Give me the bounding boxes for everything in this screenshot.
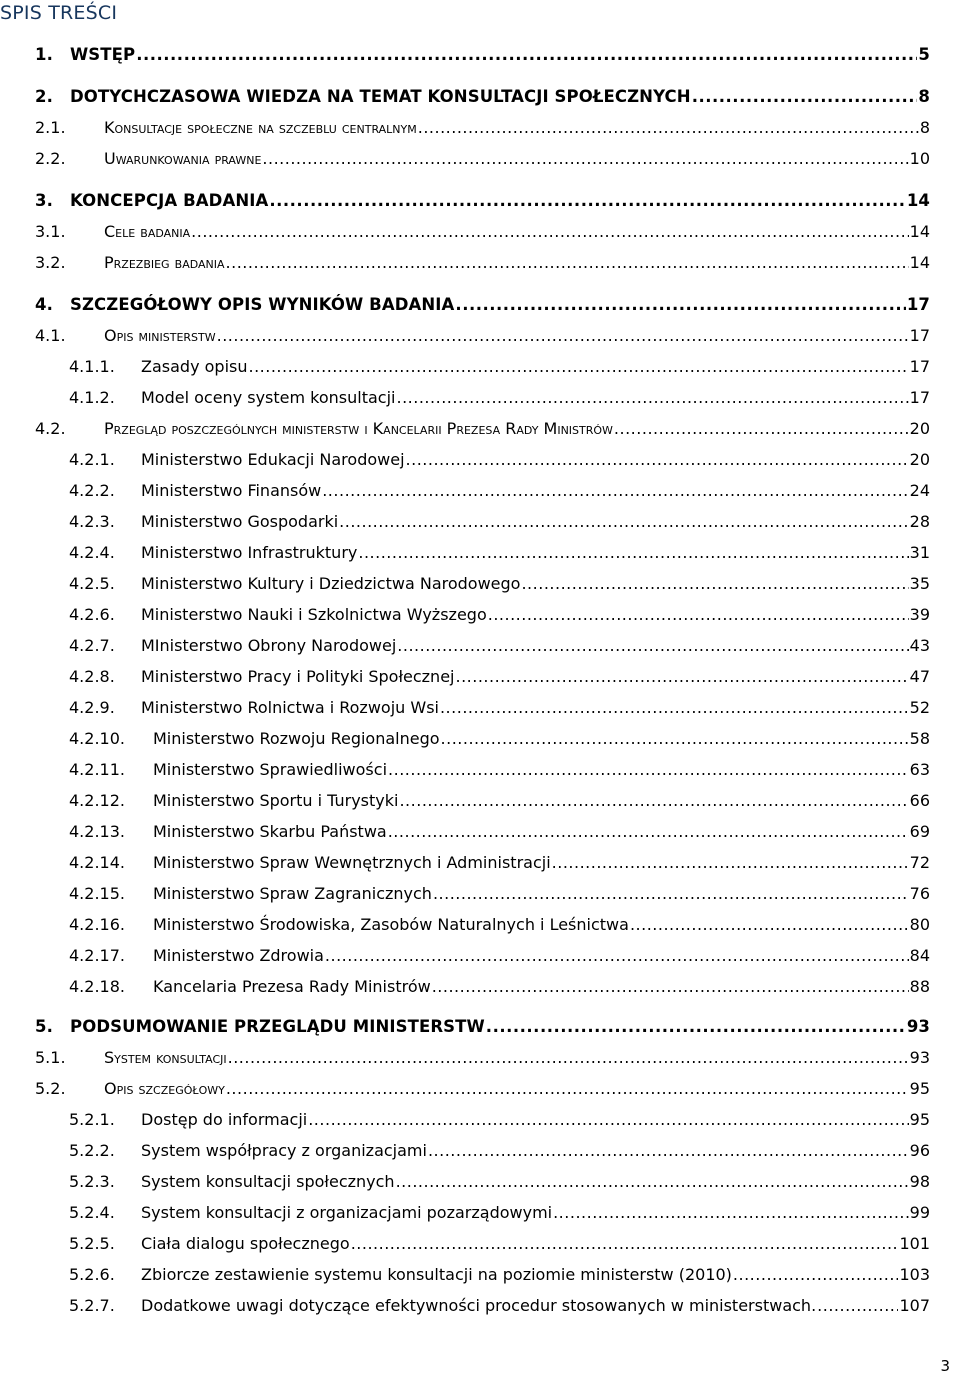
toc-entry[interactable]	[69, 1109, 930, 1131]
toc-entry[interactable]	[35, 325, 930, 347]
toc-entry-title: Ministerstwo Rolnictwa i Rozwoju Wsi	[141, 698, 439, 717]
toc-entry-page: 69	[909, 822, 930, 841]
toc-entry-title: Ministerstwo Pracy i Polityki Społecznej	[141, 667, 455, 686]
toc-entry-page: 103	[899, 1265, 930, 1284]
toc-entry-title: SZCZEGÓŁOWY OPIS WYNIKÓW BADANIA	[70, 295, 455, 314]
toc-entry-number: 4.2.1.	[69, 450, 115, 469]
toc-entry-page: 14	[906, 191, 930, 210]
toc-entry[interactable]	[69, 542, 930, 564]
toc-entry[interactable]	[35, 221, 930, 243]
toc-entry-title: Przezbieg badania	[104, 253, 225, 272]
toc-dot-leader	[191, 221, 908, 243]
toc-entry[interactable]	[69, 666, 930, 688]
toc-entry-title: Ministerstwo Kultury i Dziedzictwa Narodowego	[141, 574, 521, 593]
toc-dot-leader	[397, 387, 909, 409]
toc-entry-title: Ministerstwo Spraw Zagranicznych	[153, 884, 432, 903]
toc-dot-leader	[486, 1016, 906, 1038]
toc-dot-leader	[733, 1264, 899, 1286]
toc-dot-leader	[521, 573, 908, 595]
toc-dot-leader	[351, 1233, 899, 1255]
toc-entry-title: Zasady opisu	[141, 357, 248, 376]
toc-entry-title: WSTĘP	[70, 45, 136, 64]
toc-entry-number: 4.2.8.	[69, 667, 115, 686]
toc-entry-number: 4.2.2.	[69, 481, 115, 500]
toc-entry-page: 80	[909, 915, 930, 934]
toc-dot-leader	[136, 44, 917, 66]
toc-entry-page: 58	[909, 729, 930, 748]
toc-entry[interactable]	[69, 914, 930, 936]
toc-entry-page: 88	[909, 977, 930, 996]
toc-entry-number: 4.2.13.	[69, 822, 125, 841]
toc-entry[interactable]	[69, 480, 930, 502]
toc-entry[interactable]	[35, 117, 930, 139]
toc-entry-page: 17	[909, 326, 930, 345]
toc-entry-number: 4.2.3.	[69, 512, 115, 531]
toc-entry[interactable]	[69, 387, 930, 409]
toc-entry-page: 14	[909, 222, 930, 241]
toc-entry[interactable]	[69, 883, 930, 905]
toc-entry[interactable]	[69, 759, 930, 781]
toc-entry-number: 4.2.15.	[69, 884, 125, 903]
toc-entry-title: Ministerstwo Rozwoju Regionalnego	[153, 729, 440, 748]
toc-entry-page: 96	[909, 1141, 930, 1160]
toc-entry[interactable]	[35, 190, 930, 212]
toc-entry-page: 20	[909, 450, 930, 469]
toc-dot-leader	[308, 1109, 908, 1131]
toc-entry-title: DOTYCHCZASOWA WIEDZA NA TEMAT KONSULTACJI SPOŁECZNYCH	[70, 87, 691, 106]
toc-dot-leader	[630, 914, 909, 936]
toc-dot-leader	[217, 325, 909, 347]
toc-entry[interactable]	[69, 852, 930, 874]
toc-entry-number: 5.2.3.	[69, 1172, 115, 1191]
toc-dot-leader	[269, 190, 905, 212]
toc-dot-leader	[440, 697, 909, 719]
toc-entry-number: 2.	[35, 87, 53, 106]
toc-entry-title: Dostęp do informacji	[141, 1110, 308, 1129]
toc-entry-number: 5.2.6.	[69, 1265, 115, 1284]
toc-dot-leader	[418, 117, 919, 139]
toc-entry-page: 99	[909, 1203, 930, 1222]
toc-entry-title: Cele badania	[104, 222, 191, 241]
toc-entry[interactable]	[69, 573, 930, 595]
toc-entry-number: 4.2.17.	[69, 946, 125, 965]
toc-entry[interactable]	[69, 635, 930, 657]
toc-entry[interactable]	[35, 1047, 930, 1069]
toc-entry[interactable]	[69, 976, 930, 998]
toc-entry-title: Ministerstwo Zdrowia	[153, 946, 324, 965]
toc-entry-number: 2.2.	[35, 149, 66, 168]
toc-entry[interactable]	[69, 1264, 930, 1286]
toc-dot-leader	[692, 86, 918, 108]
toc-entry-number: 3.1.	[35, 222, 66, 241]
toc-dot-leader	[432, 976, 909, 998]
toc-dot-leader	[226, 252, 909, 274]
toc-entry[interactable]	[69, 821, 930, 843]
toc-entry[interactable]	[35, 294, 930, 316]
toc-entry-number: 5.2.7.	[69, 1296, 115, 1315]
toc-entry-title: Ministerstwo Środowiska, Zasobów Naturalnych i Leśnictwa	[153, 915, 629, 934]
toc-entry-title: PODSUMOWANIE PRZEGLĄDU MINISTERSTW	[70, 1017, 485, 1036]
toc-entry-title: System konsultacji społecznych	[141, 1172, 395, 1191]
toc-entry-number: 4.2.10.	[69, 729, 125, 748]
toc-entry-number: 2.1.	[35, 118, 66, 137]
toc-entry-number: 4.	[35, 295, 53, 314]
toc-entry[interactable]	[35, 44, 930, 66]
toc-entry-title: Ministerstwo Edukacji Narodowej	[141, 450, 405, 469]
toc-entry-title: Opis szczegółowy	[104, 1079, 225, 1098]
toc-entry-page: 63	[909, 760, 930, 779]
toc-entry-title: Ministerstwo Sprawiedliwości	[153, 760, 388, 779]
toc-entry-title: Ministerstwo Gospodarki	[141, 512, 339, 531]
toc-entry-page: 5	[918, 45, 930, 64]
toc-entry[interactable]	[35, 1016, 930, 1038]
toc-entry-title: Ministerstwo Infrastruktury	[141, 543, 358, 562]
toc-entry-number: 4.2.11.	[69, 760, 125, 779]
toc-entry-title: Opis ministerstw	[104, 326, 216, 345]
toc-entry[interactable]	[69, 728, 930, 750]
toc-entry-title: System konsultacji	[104, 1048, 227, 1067]
toc-entry-page: 101	[899, 1234, 930, 1253]
toc-dot-leader	[322, 480, 908, 502]
toc-entry-number: 4.2.	[35, 419, 66, 438]
toc-dot-leader	[228, 1047, 909, 1069]
toc-entry[interactable]	[69, 449, 930, 471]
toc-entry-number: 5.2.2.	[69, 1141, 115, 1160]
toc-entry[interactable]	[35, 1078, 930, 1100]
toc-entry-title: Zbiorcze zestawienie systemu konsultacji na poziomie ministerstw (2010)	[141, 1265, 732, 1284]
toc-dot-leader	[399, 790, 908, 812]
toc-entry-page: 28	[909, 512, 930, 531]
toc-entry[interactable]	[69, 1233, 930, 1255]
toc-entry-number: 3.2.	[35, 253, 66, 272]
toc-entry[interactable]	[35, 252, 930, 274]
toc-entry[interactable]	[69, 1171, 930, 1193]
toc-entry-title: Konsultacje społeczne na szczeblu centralnym	[104, 118, 417, 137]
toc-dot-leader	[488, 604, 909, 626]
toc-entry-number: 5.1.	[35, 1048, 66, 1067]
toc-dot-leader	[552, 852, 909, 874]
toc-dot-leader	[428, 1140, 909, 1162]
toc-entry-title: Ministerstwo Nauki i Szkolnictwa Wyższego	[141, 605, 487, 624]
toc-entry-number: 5.2.1.	[69, 1110, 115, 1129]
toc-entry[interactable]	[69, 697, 930, 719]
toc-entry-title: Kancelaria Prezesa Rady Ministrów	[153, 977, 431, 996]
toc-dot-leader	[325, 945, 909, 967]
toc-entry-number: 4.2.5.	[69, 574, 115, 593]
toc-entry-number: 5.2.	[35, 1079, 66, 1098]
toc-entry-number: 4.2.12.	[69, 791, 125, 810]
toc-entry-title: MInisterstwo Obrony Narodowej	[141, 636, 397, 655]
toc-dot-leader	[455, 294, 905, 316]
toc-entry-page: 14	[909, 253, 930, 272]
toc-entry-page: 47	[909, 667, 930, 686]
toc-entry[interactable]	[69, 1295, 930, 1317]
toc-entry-page: 17	[909, 357, 930, 376]
toc-dot-leader	[441, 728, 909, 750]
toc-dot-leader	[553, 1202, 909, 1224]
toc-entry-number: 4.2.18.	[69, 977, 125, 996]
toc-entry-number: 4.2.9.	[69, 698, 115, 717]
toc-entry-page: 84	[909, 946, 930, 965]
toc-entry-title: Ministerstwo Sportu i Turystyki	[153, 791, 399, 810]
toc-dot-leader	[397, 635, 908, 657]
toc-dot-leader	[262, 148, 908, 170]
toc-entry[interactable]	[69, 945, 930, 967]
toc-entry-number: 4.2.4.	[69, 543, 115, 562]
toc-entry-number: 4.1.2.	[69, 388, 115, 407]
toc-dot-leader	[455, 666, 908, 688]
toc-dot-leader	[358, 542, 908, 564]
toc-entry-title: KONCEPCJA BADANIA	[70, 191, 269, 210]
toc-entry[interactable]	[69, 790, 930, 812]
toc-entry-title: Ciała dialogu społecznego	[141, 1234, 350, 1253]
toc-entry[interactable]	[69, 1202, 930, 1224]
toc-entry-page: 35	[909, 574, 930, 593]
toc-entry-number: 4.2.14.	[69, 853, 125, 872]
toc-entry-page: 93	[906, 1017, 930, 1036]
toc-entry-page: 17	[909, 388, 930, 407]
toc-entry-page: 17	[906, 295, 930, 314]
toc-entry-title: Uwarunkowania prawne	[104, 149, 262, 168]
toc-dot-leader	[433, 883, 909, 905]
toc-entry-page: 76	[909, 884, 930, 903]
toc-entry-page: 31	[909, 543, 930, 562]
toc-entry-number: 4.1.1.	[69, 357, 115, 376]
toc-dot-leader	[388, 759, 909, 781]
toc-dot-leader	[339, 511, 908, 533]
toc-entry[interactable]	[35, 418, 930, 440]
toc-entry-page: 20	[909, 419, 930, 438]
toc-entry-number: 4.2.7.	[69, 636, 115, 655]
toc-dot-leader	[817, 1295, 898, 1317]
toc-entry[interactable]	[69, 604, 930, 626]
toc-entry-title: Dodatkowe uwagi dotyczące efektywności procedur stosowanych w ministerstwach.	[141, 1296, 817, 1315]
toc-entry-number: 3.	[35, 191, 53, 210]
toc-dot-leader	[388, 821, 909, 843]
toc-entry-number: 5.	[35, 1017, 53, 1036]
toc-entry-number: 4.2.6.	[69, 605, 115, 624]
toc-entry-page: 107	[899, 1296, 930, 1315]
toc-entry-page: 72	[909, 853, 930, 872]
toc-entry[interactable]	[35, 148, 930, 170]
toc-entry-number: 5.2.4.	[69, 1203, 115, 1222]
toc-entry[interactable]	[69, 1140, 930, 1162]
toc-entry-number: 4.2.16.	[69, 915, 125, 934]
toc-dot-leader	[248, 356, 908, 378]
toc-entry-page: 93	[909, 1048, 930, 1067]
toc-entry-page: 95	[909, 1079, 930, 1098]
toc-entry[interactable]	[69, 356, 930, 378]
toc-entry-page: 24	[909, 481, 930, 500]
toc-entry-page: 8	[918, 87, 930, 106]
toc-entry-page: 95	[909, 1110, 930, 1129]
toc-entry-title: Przegląd poszczególnych ministerstw i Kancelarii Prezesa Rady Ministrów	[104, 419, 613, 438]
toc-entry-title: System konsultacji z organizacjami pozarządowymi	[141, 1203, 553, 1222]
toc-dot-leader	[226, 1078, 909, 1100]
toc-entry-number: 5.2.5.	[69, 1234, 115, 1253]
page-number: 3	[940, 1357, 950, 1375]
toc-entry-page: 43	[909, 636, 930, 655]
toc-entry-number: 4.1.	[35, 326, 66, 345]
toc-entry-title: Ministerstwo Finansów	[141, 481, 322, 500]
toc-entry-page: 39	[909, 605, 930, 624]
toc-heading: SPIS TREŚCI	[0, 2, 118, 24]
toc-dot-leader	[396, 1171, 909, 1193]
toc-entry-page: 98	[909, 1172, 930, 1191]
toc-entry-number: 1.	[35, 45, 53, 64]
toc-entry-title: Ministerstwo Skarbu Państwa	[153, 822, 387, 841]
toc-entry-page: 66	[909, 791, 930, 810]
toc-entry-page: 52	[909, 698, 930, 717]
toc-dot-leader	[406, 449, 909, 471]
toc-entry-page: 10	[909, 149, 930, 168]
toc-entry-title: System współpracy z organizacjami	[141, 1141, 427, 1160]
toc-entry-page: 8	[919, 118, 930, 137]
toc-entry[interactable]	[69, 511, 930, 533]
toc-entry[interactable]	[35, 86, 930, 108]
toc-entry-title: Model oceny system konsultacji	[141, 388, 396, 407]
toc-dot-leader	[614, 418, 909, 440]
toc-entry-title: Ministerstwo Spraw Wewnętrznych i Administracji	[153, 853, 551, 872]
